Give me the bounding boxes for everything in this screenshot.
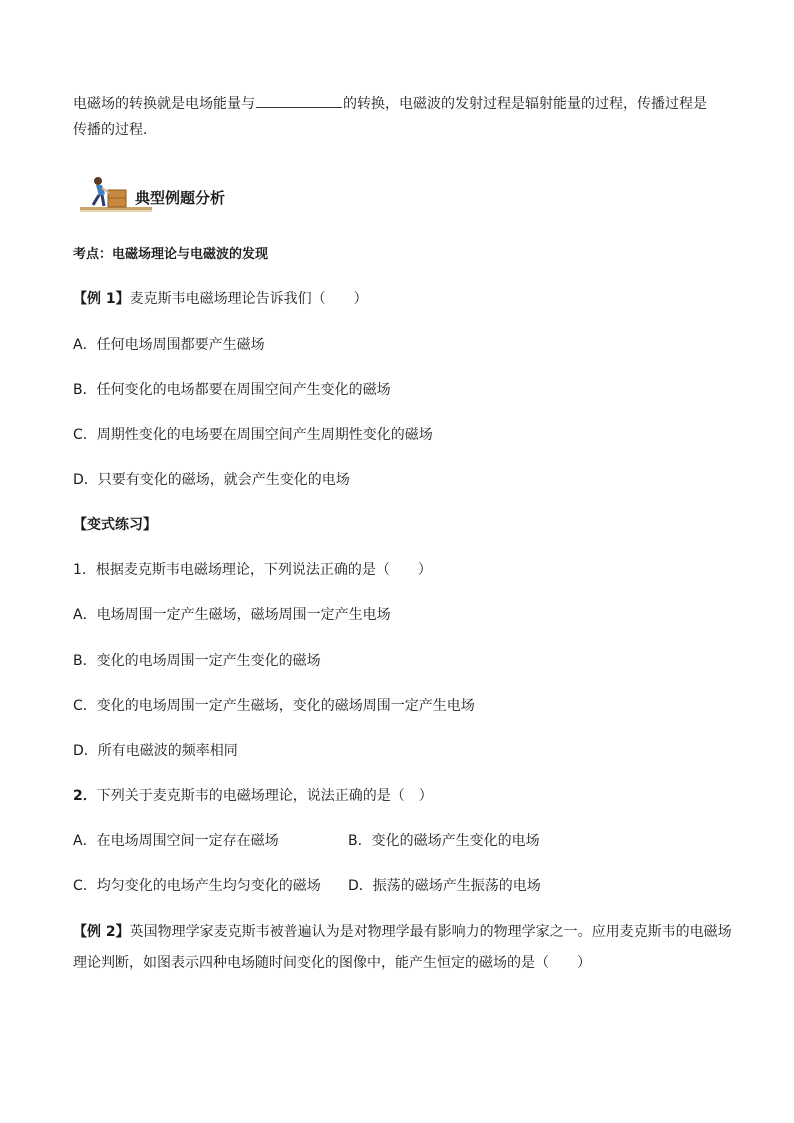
intro-text-2: 的转换，电磁波的发射过程是辐射能量的过程，传播过程是 — [343, 96, 707, 112]
practice-q2-question — [73, 786, 433, 806]
practice-q2-options-row-1 — [73, 831, 723, 851]
practice-q1-option-a: A．电场周围一定产生磁场，磁场周围一定产生电场 — [73, 607, 391, 623]
example-1-option-d: D．只要有变化的磁场，就会产生变化的电场 — [73, 472, 350, 488]
practice-q1-question: 1．根据麦克斯韦电磁场理论，下列说法正确的是（ ） — [73, 562, 432, 578]
example-2-text-1: 英国物理学家麦克斯韦被普遍认为是对物理学最有影响力的物理学家之一。应用麦克斯韦的电磁场 — [129, 924, 732, 940]
practice-q2-text: 下列关于麦克斯韦的电磁场理论，说法正确的是（ ） — [96, 788, 433, 804]
example-1-option-a: A．任何电场周围都要产生磁场 — [73, 337, 265, 353]
practice-q2-option-d: D．振荡的磁场产生振荡的电场 — [348, 878, 541, 894]
example-1-question — [73, 289, 368, 309]
example-2-line-2: 理论判断，如图表示四种电场随时间变化的图像中，能产生恒定的磁场的是（ ） — [73, 955, 591, 971]
practice-q2-number: 2． — [73, 788, 97, 804]
example-2-label: 【例 2】 — [73, 924, 130, 940]
practice-q2-options-row-2 — [73, 876, 723, 896]
practice-q1-option-b: B．变化的电场周围一定产生变化的磁场 — [73, 653, 321, 669]
example-1-option-b: B．任何变化的电场都要在周围空间产生变化的磁场 — [73, 382, 391, 398]
practice-heading: 【变式练习】 — [73, 517, 157, 533]
intro-line-1 — [73, 93, 707, 114]
practice-q2-option-a: A．在电场周围空间一定存在磁场 — [73, 833, 279, 849]
intro-text-1: 电磁场的转换就是电场能量与 — [73, 96, 255, 112]
practice-q2-option-c: C．均匀变化的电场产生均匀变化的磁场 — [73, 878, 321, 894]
section-title: 典型例题分析 — [135, 189, 226, 207]
practice-q1-option-c: C．变化的电场周围一定产生磁场，变化的磁场周围一定产生电场 — [73, 698, 475, 714]
practice-q2-option-b: B．变化的磁场产生变化的电场 — [348, 833, 540, 849]
example-1-option-c: C．周期性变化的电场要在周围空间产生周期性变化的磁场 — [73, 427, 433, 443]
practice-q1-option-d: D．所有电磁波的频率相同 — [73, 743, 238, 759]
fill-in-blank — [256, 93, 342, 108]
intro-line-2: 传播的过程． — [73, 122, 157, 138]
topic-heading: 考点：电磁场理论与电磁波的发现 — [73, 247, 269, 262]
example-2-line-1 — [73, 922, 732, 942]
example-1-label: 【例 1】 — [73, 291, 130, 307]
example-1-text: 麦克斯韦电磁场理论告诉我们（ ） — [129, 291, 368, 307]
